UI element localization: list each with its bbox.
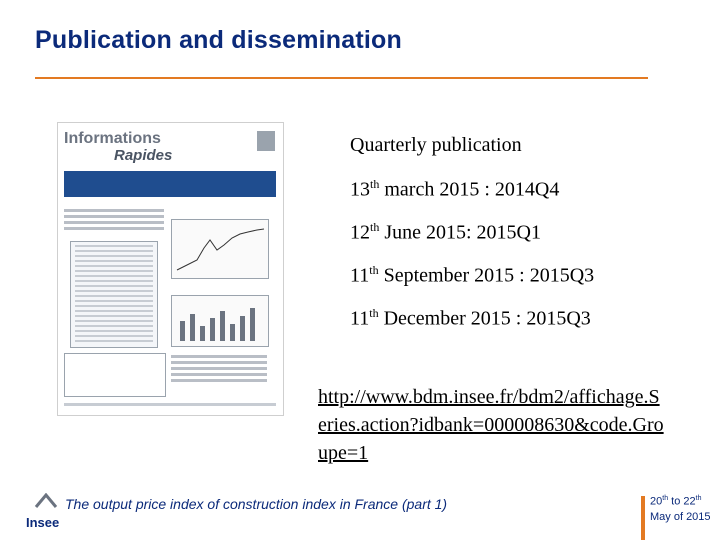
insee-logo-icon	[257, 131, 275, 151]
insee-logo-icon	[34, 493, 58, 509]
publication-thumbnail	[57, 122, 284, 416]
schedule-item: 11th September 2015 : 2015Q3	[350, 263, 595, 287]
publication-headline-band	[64, 171, 276, 197]
publication-note-box	[64, 353, 166, 397]
publication-text-block-2	[171, 355, 267, 385]
schedule-item: 13th march 2015 : 2014Q4	[350, 177, 560, 201]
publication-brand-line2: Rapides	[114, 147, 173, 164]
publication-text-block	[64, 209, 164, 233]
bdm-series-link[interactable]: http://www.bdm.insee.fr/bdm2/affichage.Series.action?idbank=000008630&code.Groupe=1	[318, 386, 664, 464]
publication-line-chart	[171, 219, 269, 279]
title-underline	[35, 77, 648, 79]
schedule-item: 12th June 2015: 2015Q1	[350, 220, 542, 244]
publication-bar-chart	[171, 295, 269, 347]
publication-footer-line	[64, 403, 276, 406]
footer-caption: The output price index of construction index in France (part 1)	[65, 496, 448, 512]
chart-bars-icon	[172, 296, 268, 346]
publication-table	[70, 241, 158, 348]
footer-divider	[641, 496, 645, 540]
publication-brand-line1: Informations	[64, 130, 161, 147]
schedule-heading: Quarterly publication	[350, 134, 522, 156]
schedule-item: 11th December 2015 : 2015Q3	[350, 306, 591, 330]
footer-date: 20th to 22th May of 2015	[650, 495, 711, 523]
insee-logo-text: Insee	[26, 515, 60, 530]
slide-title: Publication and dissemination	[35, 26, 402, 54]
chart-line-icon	[172, 220, 268, 278]
